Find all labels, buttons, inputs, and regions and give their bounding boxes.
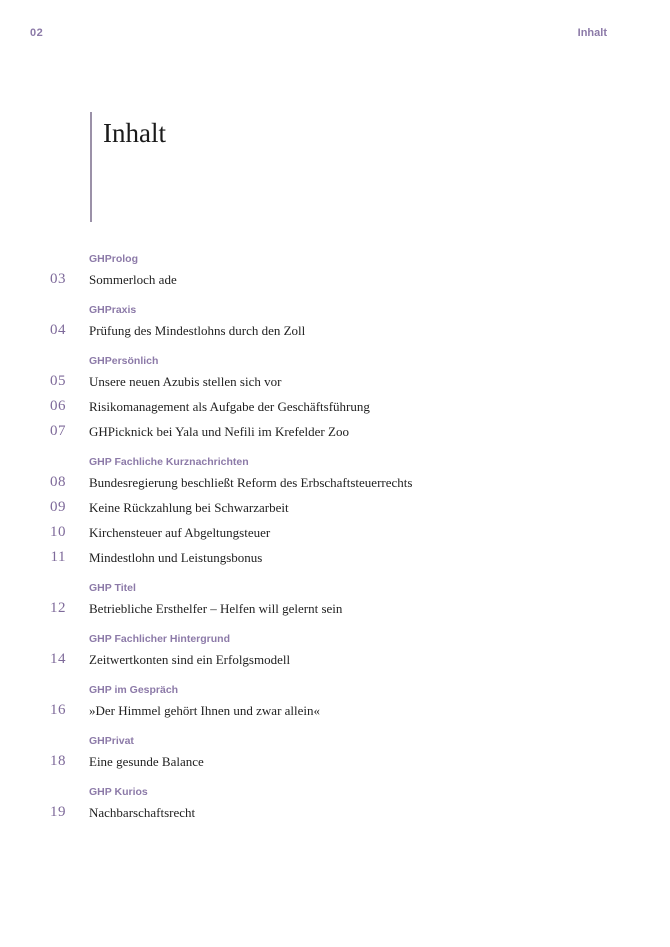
toc-entry[interactable]: [0, 495, 670, 520]
toc-entry[interactable]: [0, 647, 670, 672]
entry-title: Eine gesunde Balance: [89, 754, 204, 769]
toc-entry[interactable]: [0, 470, 670, 495]
entry-title: Nachbarschaftsrecht: [89, 805, 196, 820]
toc-entry[interactable]: [0, 318, 670, 343]
toc-entry[interactable]: [0, 369, 670, 394]
entry-title: GHPicknick bei Yala und Nefili im Krefelder Zoo: [89, 424, 349, 439]
toc-section: [0, 354, 670, 444]
entry-page-number: 06: [50, 398, 66, 414]
entry-title: Keine Rückzahlung bei Schwarzarbeit: [89, 500, 289, 515]
section-heading: GHP im Gespräch: [89, 684, 179, 696]
entry-page-number: 10: [50, 524, 66, 540]
entry-page-number: 12: [50, 600, 66, 616]
entry-title: Risikomanagement als Aufgabe der Geschäftsführung: [89, 399, 370, 414]
entry-page-number: 09: [50, 499, 66, 515]
toc-entry[interactable]: [0, 419, 670, 444]
entry-page-number: 07: [50, 423, 66, 439]
entry-title: »Der Himmel gehört Ihnen und zwar allein«: [89, 703, 321, 718]
toc-entry[interactable]: [0, 520, 670, 545]
entry-title: Zeitwertkonten sind ein Erfolgsmodell: [89, 652, 291, 667]
entry-page-number: 16: [50, 702, 66, 718]
toc-entry[interactable]: [0, 800, 670, 825]
entry-page-number: 19: [50, 804, 66, 820]
entry-page-number: 08: [50, 474, 66, 490]
page-title: Inhalt: [103, 118, 166, 148]
toc-section: [0, 683, 670, 723]
entry-page-number: 03: [50, 271, 66, 287]
toc-entry[interactable]: [0, 698, 670, 723]
section-heading: GHP Titel: [89, 582, 136, 594]
section-heading: GHProlog: [89, 253, 138, 265]
entry-page-number: 04: [50, 322, 66, 338]
entry-title: Mindestlohn und Leistungsbonus: [89, 550, 263, 565]
toc-section: [0, 734, 670, 774]
section-heading: GHPersönlich: [89, 355, 159, 367]
section-heading: GHPrivat: [89, 735, 134, 747]
toc-section: [0, 252, 670, 292]
entry-title: Kirchensteuer auf Abgeltungsteuer: [89, 525, 271, 540]
toc-entry[interactable]: [0, 596, 670, 621]
entry-page-number: 18: [50, 753, 66, 769]
toc-section: [0, 303, 670, 343]
toc-section: [0, 785, 670, 825]
page-number: 02: [30, 27, 44, 39]
section-heading: GHP Kurios: [89, 786, 148, 798]
toc-section: [0, 632, 670, 672]
toc-entry[interactable]: [0, 267, 670, 292]
entry-page-number: 05: [50, 373, 66, 389]
section-heading: GHPraxis: [89, 304, 137, 316]
header-section-label: Inhalt: [577, 27, 607, 39]
entry-title: Betriebliche Ersthelfer – Helfen will gelernt sein: [89, 601, 343, 616]
entry-title: Bundesregierung beschließt Reform des Erbschaftsteuerrechts: [89, 475, 413, 490]
title-rule: [90, 112, 92, 222]
table-of-contents: [0, 252, 670, 836]
toc-entry[interactable]: [0, 545, 670, 570]
section-heading: GHP Fachlicher Hintergrund: [89, 633, 230, 645]
toc-section: [0, 455, 670, 570]
toc-entry[interactable]: [0, 749, 670, 774]
entry-title: Prüfung des Mindestlohns durch den Zoll: [89, 323, 306, 338]
entry-title: Unsere neuen Azubis stellen sich vor: [89, 374, 282, 389]
entry-page-number: 11: [50, 549, 66, 565]
entry-title: Sommerloch ade: [89, 272, 177, 287]
toc-entry[interactable]: [0, 394, 670, 419]
entry-page-number: 14: [50, 651, 66, 667]
toc-section: [0, 581, 670, 621]
section-heading: GHP Fachliche Kurznachrichten: [89, 456, 249, 468]
